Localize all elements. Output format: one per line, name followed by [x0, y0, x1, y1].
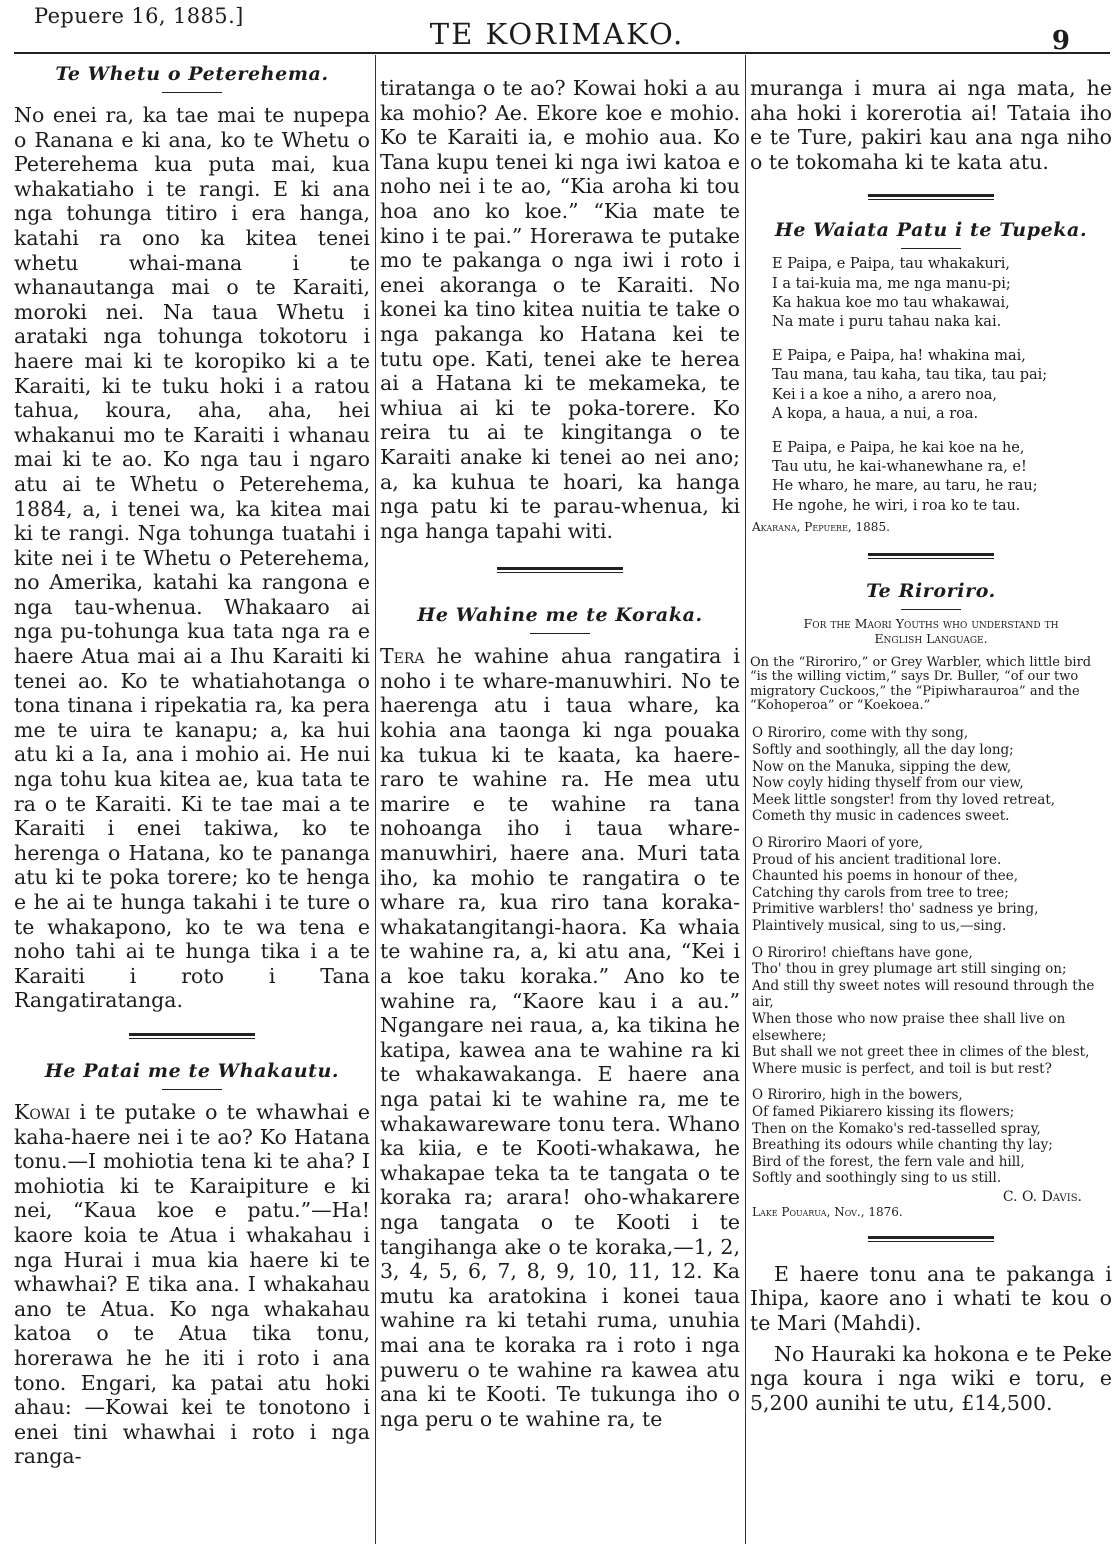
- article-heading-patai: He Patai me te Whakautu.: [44, 1059, 340, 1082]
- heading-rule: [162, 1089, 222, 1090]
- heading-rule: [901, 609, 961, 610]
- header-rule: [14, 52, 1110, 54]
- poem-heading-riroriro: Te Riroriro.: [866, 579, 996, 602]
- column-divider-1: [375, 55, 376, 1544]
- section-separator: [868, 194, 994, 200]
- article-text-wahine-cont: muranga i mura ai nga mata, he aha hoki i korerotia ai! Tataia iho e te Ture, pakiri kau ana nga niho o te tokomaha ki te kata atu.: [750, 76, 1112, 174]
- heading-rule: [162, 92, 222, 93]
- poem-heading-tupeka: He Waiata Patu i te Tupeka.: [774, 219, 1088, 242]
- poem-stanza: O Riroriro Maori of yore, Proud of his ancient traditional lore. Chaunted his poems in honour of thee, Catching thy carols from tree to tree; Primitive warblers! tho' sadness ye bring, Plaintively musical, sing to us,—sing.: [752, 835, 1039, 934]
- poem-stanza: E Paipa, e Paipa, tau whakakuri, I a tai-kuia ma, me nga manu-pi; Ka hakua koe mo tau whakawai, Na mate i puru tahau naka kai.: [772, 256, 1011, 330]
- heading-rule: [530, 633, 590, 634]
- lead-word: Tera: [380, 644, 425, 669]
- section-separator: [868, 553, 994, 559]
- poem-tupeka: [772, 255, 1112, 515]
- article-text-patai-body: i te putake o te whawhai e kaha-haere nei i te ao? Ko Hatana tonu.—I mohiotia tena ki te aha? I mohiotia ki te Karaipiture e ki nei, “Kaua koe e patu.”—Ha! kaore koia te Atua i whakahau i nga Hurai i mua kia haere ki te whawhai? E tika ana. I whakahau ano te Atua. Ko nga whakahau katoa o te Atua tika tonu, horerawa he he iti i roto i ana tono. Engari, ka patai atu hoki ahau: —Kowai kei te tonotono i enei tini whawhai i roto i nga ranga-: [14, 1099, 370, 1469]
- section-separator: [129, 1033, 255, 1039]
- article-text-whetu: No enei ra, ka tae mai te nupepa o Ranana e ki ana, ko te Whetu o Peterehema kua puta mai, kua whakatiaho i te rangi. E ki ana nga tohunga titiro i era hanga, katahi ra ono ka kitea tenei whetu whai-mana i te whanautanga mai o te Karaiti, moroki nei. Na taua Whetu i arataki nga tohunga tokotoru i haere mai ki te koropiko ki a te Karaiti, ki te tuku hoki i a ratou tahua, koura, aha, aha, hei whakanui mo te Karaiti i whanau mai ki te ao. Ko nga tau i ngaro atu ai te Whetu o Peterehema, 1884, a, i tenei wa, ka kitea mai ki te rangi. Nga tohunga tuatahi i kite nei i te Whetu o Peterehema, no Amerika, katahi ka rangona e nga tau-whenua. Whakaaro ai nga pu-tohunga kua tata nga ra e haere Atua mai ai a Ihu Karaiti ki tenei ao. Ko te whatiahotanga o tona tinana i ripekatia ra, ka pera me te uira te kanapu; a, ka hui atu ki a Ia, ana i mohio ai. He nui nga tohu kua kitea ae, kua tata te ra o te Karaiti. Ki te tae mai a te Karaiti i enei takiwa, ko te herenga o Hatana, ko te pananga atu ki te poka torere; ko te henga e he ai te hunga takahi i te ture o te whakapono, ko te wa tena e noho tahi ai te hunga tika i a te Karaiti i roto i Tana Rangatiratanga.: [14, 103, 370, 1013]
- issue-date: Pepuere 16, 1885.]: [34, 4, 244, 28]
- poem-stanza: E Paipa, e Paipa, he kai koe na he, Tau utu, he kai-whanewhane ra, e! He wharo, he mare, au taru, he rau; He ngohe, he wiri, i roa ko te tau.: [772, 440, 1038, 514]
- poem-riroriro: [752, 725, 1112, 1186]
- lead-word: Kowai: [14, 1099, 71, 1124]
- column-3: [750, 56, 1112, 1544]
- article-text-wahine: [380, 644, 740, 1431]
- column-2: [380, 56, 740, 1544]
- news-item-hauraki: No Hauraki ka hokona e te Peke nga koura i nga wiki e toru, e 5,200 aunihi te utu, £14,500.: [750, 1341, 1112, 1415]
- page-number: 9: [1051, 26, 1070, 56]
- section-separator: [497, 567, 623, 573]
- article-heading-whetu: Te Whetu o Peterehema.: [55, 63, 329, 85]
- poem-stanza: O Riroriro, come with thy song, Softly and soothingly, all the day long; Now on the Manuka, sipping the dew, Now coyly hiding thyself from our view, Meek little songster! from thy loved retreat, Cometh thy music in cadences sweet.: [752, 725, 1056, 825]
- dedication: For the Maori Youths who understand th English Language.: [803, 615, 1059, 646]
- article-text-wahine-body: he wahine ahua rangatira i noho i te whare-manuwhiri. No te haerenga atu i taua whare, ka kohia ana taonga ki nga pouaka ka tukua ki te kaata, ka haere-raro te wahine ra. He mea utu marire e te wahine ra tana nohoanga iho i taua whare-manuwhiri, haere ana. Muri tata iho, ka mohio te rangatira o te whare ra, kua riro tana koraka-whakatangitangi-haora. Ka whaia te wahine ra, a, ki atu ana, “Kei i a koe taku koraka.” Ano ko te wahine ra, “Kaore kau i a au.” Ngangare nei raua, a, ka tikina he katipa, kawea ana te wahine ra ki te whakawakanga. E haere ana nga patai ki te wahine ra, me te whakawareware tonu tera. Whano ka kiia, e te Kooti-whakawa, he whakapae teka ta te tangata o te koraka ra; arara! oho-whakarere nga tangata o te Kooti i te tangihanga ake o te koraka,—1, 2, 3, 4, 5, 6, 7, 8, 9, 10, 11, 12. Ka mutu ka aratokina i konei taua wahine ra ki tetahi ruma, unuhia mai ana te koraka ra i roto i nga puweru o te wahine ra kawea atu ana ki te Kooti. Te tukunga iho o nga peru o te wahine ra, te: [380, 644, 740, 1431]
- column-1: [14, 56, 370, 1544]
- poem-stanza: E Paipa, e Paipa, ha! whakina mai, Tau mana, tau kaha, tau tika, tau pai; Kei i a koe a niho, a arero noa, A kopa, a haua, a nui, a roa.: [772, 348, 1048, 422]
- news-item-ihipa: E haere tonu ana te pakanga i Ihipa, kaore ano i whati te kou o te Mari (Mahdi).: [750, 1261, 1112, 1336]
- poem-place-date: Akarana, Pepuere, 1885.: [752, 519, 890, 534]
- poem-stanza: O Riroriro! chieftans have gone, Tho' thou in grey plumage art still singing on; And still thy sweet notes will resound through the air, When those who now praise thee shall live on elsewhere; But shall we not greet thee in climes of the blest, Where music is perfect, and toil is but rest?: [752, 944, 1095, 1077]
- heading-rule: [901, 248, 961, 249]
- poem-signature: C. O. Davis.: [1002, 1188, 1082, 1205]
- poem-place-date: Lake Pouarua, Nov., 1876.: [752, 1204, 903, 1219]
- masthead-title: TE KORIMAKO.: [429, 17, 685, 51]
- article-text-patai-cont: tiratanga o te ao? Kowai hoki a au ka mohio? Ae. Ekore koe e mohio. Ko te Karaiti ia, e mohio aua. Ko Tana kupu tenei ki nga iwi katoa e noho nei i te ao, “Kia aroha ki tou hoa ano ko koe.” “Kia mate te kino i te pai.” Horerawa te putake mo te pakanga o nga iwi i roto i enei akoranga o te Karaiti. No konei ka tino kitea nuitia te take o nga pakanga ko Hatana kei te tutu ope. Kati, tenei ake te herea ai a Hatana ki te mekameka, te whiua ai ki te poka-torere. Ko reira tu ai te kingitanga o te Karaiti anake ki tenei ao nei ano; a, ka kuhua te hoari, ka hanga nga patu ki te parau-whenua, ki nga hanga tapahi witi.: [380, 76, 740, 543]
- poem-stanza: O Riroriro, high in the bowers, Of famed Pikiarero kissing its flowers; Then on the Komako's red-tasselled spray, Breathing its odours while chanting thy lay; Bird of the forest, the fern vale and hill, Softly and soothingly sing to us still.: [752, 1087, 1053, 1187]
- poem-note: On the “Riroriro,” or Grey Warbler, which little bird “is the willing victim,” says Dr. Buller, “of our two migratory Cuckoos,” the “Pipiwharauroa” and the “Kohoperoa” or “Koekoea.”: [750, 654, 1092, 714]
- column-divider-2: [745, 55, 746, 1544]
- article-text-patai: [14, 1100, 370, 1469]
- article-heading-wahine: He Wahine me te Koraka.: [417, 604, 703, 627]
- section-separator: [868, 1236, 994, 1242]
